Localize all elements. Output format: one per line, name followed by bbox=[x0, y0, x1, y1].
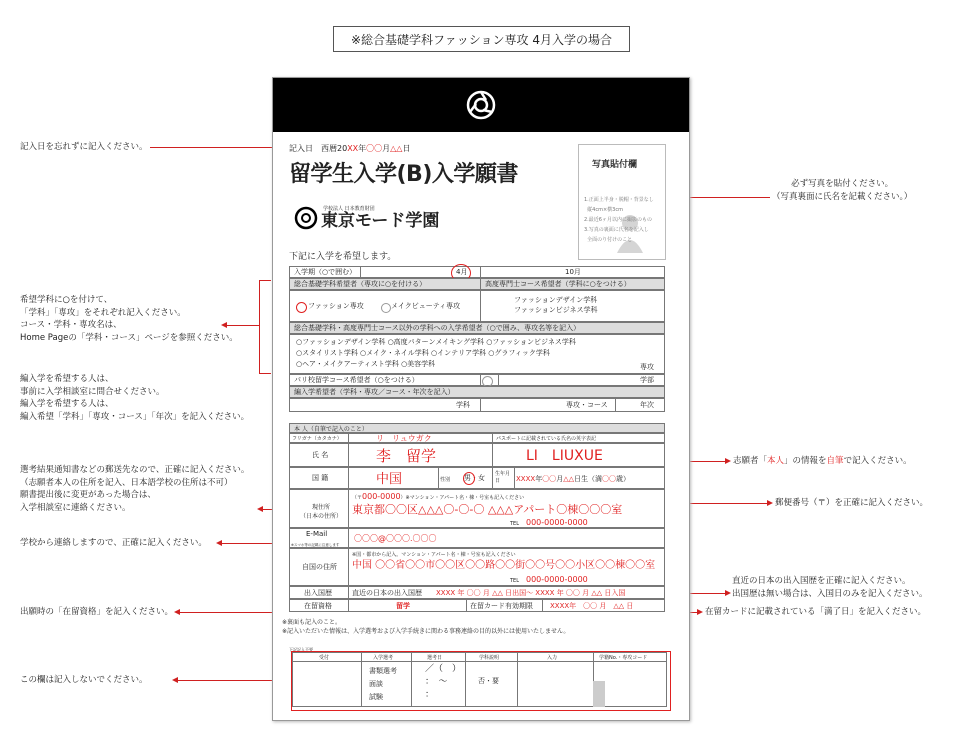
office-header-explain: 学科説明 bbox=[479, 655, 500, 661]
postal-line: （〒000-0000）※マンション・アパート名・棟・号室も記入ください bbox=[352, 492, 525, 501]
nationality-value[interactable]: 中国 bbox=[376, 472, 403, 487]
option-fashion[interactable]: ファッション専攻 bbox=[308, 302, 364, 310]
transfer-dept: 学科 bbox=[456, 401, 470, 409]
home-label: 自国の住所 bbox=[302, 563, 337, 571]
entry-period-label: 入学期（○で囲む） bbox=[294, 268, 357, 276]
name-en-value[interactable]: LI LIUXUE bbox=[526, 448, 603, 464]
form-header-bar bbox=[273, 78, 689, 132]
entry-date: 記入日 西暦20XX年〇〇月△△日 bbox=[289, 144, 411, 153]
entry-april[interactable]: 4月 bbox=[456, 268, 468, 276]
furigana-value[interactable]: リ リュウガク bbox=[376, 434, 432, 443]
other-options-row bbox=[289, 334, 665, 374]
option-makeup[interactable]: メイクビューティ専攻 bbox=[391, 302, 461, 310]
office-shaded-cell bbox=[593, 681, 605, 707]
other-header-row bbox=[289, 322, 665, 334]
logo-subtext: 学校法人 日本教育財団 bbox=[323, 206, 375, 212]
department-header-row bbox=[289, 278, 665, 290]
person-header-row bbox=[289, 423, 665, 433]
faculty-label: 学部 bbox=[640, 376, 654, 384]
immigration-row bbox=[289, 586, 665, 599]
birth-label: 生年月日 bbox=[495, 471, 511, 484]
note-transfer: 編入学を希望する人は、 事前に入学相談室に問合せください。 編入学を希望する人は、 編入希望「学科」「専攻・コース」「年次」を記入ください。 bbox=[20, 374, 250, 422]
note-office: この欄は記入しないでください。 bbox=[20, 675, 148, 685]
major-label: 専攻 bbox=[640, 363, 654, 371]
option-fashion-business[interactable]: ファッションビジネス学科 bbox=[514, 306, 598, 314]
transfer-header-row bbox=[289, 386, 665, 398]
passport-label: パスポートに記載されている氏名の英字表記 bbox=[496, 436, 597, 442]
office-date-field: ／（ ） ： 〜 ： bbox=[425, 664, 462, 700]
other-row-3[interactable]: ○ヘア・メイクアーティスト学科 ○美容学科 bbox=[296, 360, 436, 368]
koudo-header: 高度専門士コース希望者（学科に○をつける） bbox=[485, 280, 631, 288]
office-header-reception: 受付 bbox=[319, 655, 330, 661]
tel-label: TEL bbox=[510, 521, 519, 527]
name-row bbox=[289, 443, 665, 467]
office-header-student-no: 学籍No.・専攻コード bbox=[599, 655, 648, 661]
note-applicant: 志願者「本人」の情報を自筆で記入ください。 bbox=[733, 456, 912, 466]
arrow-department bbox=[227, 325, 259, 326]
gender-circle bbox=[463, 472, 475, 485]
photo-title: 写真貼付欄 bbox=[592, 160, 638, 170]
note-address: 選考結果通知書などの郵送先なので、正確に記入ください。 （志願者本人の住所を記入、日本語学校の住所は不可） 願書提出後に変更があった場合は、 入学相談室に連絡ください。 bbox=[20, 465, 250, 513]
address-row bbox=[289, 489, 665, 528]
option-fashion-design[interactable]: ファッションデザイン学科 bbox=[514, 296, 598, 304]
home-value[interactable]: 中国 〇〇省〇〇市〇〇区〇〇路〇〇街〇〇号〇〇小区〇〇棟〇〇室 bbox=[352, 560, 656, 571]
form-title: 留学生入学(B)入学願書 bbox=[289, 162, 518, 187]
card-label: 在留カード有効期限 bbox=[470, 602, 533, 610]
furigana-row bbox=[289, 433, 665, 443]
office-header-input: 入力 bbox=[547, 655, 558, 661]
home-note: ※国・都市から記入。マンション・アパート名・棟・号室も記入ください bbox=[352, 552, 516, 558]
footnote-1: ※裏面も記入のこと。 bbox=[282, 619, 342, 626]
transfer-course: 専攻・コース bbox=[566, 401, 608, 409]
paris-row bbox=[289, 374, 665, 386]
note-card: 在留カードに記載されている「満了日」を記入ください。 bbox=[705, 607, 927, 617]
paris-label: パリ校留学コース希望者（○をつける） bbox=[294, 376, 419, 384]
intro-text: 下記に入学を希望します。 bbox=[289, 252, 397, 262]
address-label: 現住所 （日本の住所） bbox=[300, 504, 343, 520]
transfer-label: 編入学希望者（学科・専攻／コース・年次を記入） bbox=[294, 388, 455, 396]
status-row bbox=[289, 599, 665, 612]
sougou-header: 総合基礎学科希望者（専攻に○を付ける） bbox=[294, 280, 427, 288]
postal-value[interactable]: 000-0000 bbox=[362, 492, 401, 501]
arrow-status bbox=[180, 612, 272, 613]
note-date: 記入日を忘れずに記入ください。 bbox=[20, 142, 148, 152]
office-header-date: 選考日 bbox=[427, 655, 443, 661]
school-logo: 東京モード学園 bbox=[321, 211, 440, 231]
immigration-label: 出入国歴 bbox=[304, 589, 332, 597]
department-options-row bbox=[289, 290, 665, 322]
arrow-date bbox=[150, 147, 272, 148]
gender-value[interactable]: 男・女 bbox=[464, 474, 485, 482]
note-photo: 必ず写真を貼付ください。 （写真裏面に氏名を記載ください。） bbox=[772, 179, 913, 202]
option-fashion-circle bbox=[296, 302, 307, 313]
office-caption: 下記記入不要 bbox=[289, 647, 313, 652]
other-header: 総合基礎学科・高度専門士コース以外の学科への入学希望者（○で囲み、専攻名等を記入） bbox=[294, 324, 581, 332]
name-label: 氏 名 bbox=[312, 451, 329, 459]
furigana-label: フリガナ（カタカナ） bbox=[292, 436, 342, 442]
transfer-row bbox=[289, 398, 665, 412]
other-row-1[interactable]: ○ファッションデザイン学科 ○高度パターンメイキング学科 ○ファッションビジネス学科 bbox=[296, 338, 576, 346]
application-form bbox=[272, 77, 690, 721]
person-header: 本 人（自筆で記入のこと） bbox=[294, 426, 368, 433]
card-value[interactable]: XXXX年 〇〇 月 △△ 日 bbox=[550, 602, 634, 610]
name-value[interactable]: 李 留学 bbox=[376, 447, 437, 465]
tel-value[interactable]: 000-0000-0000 bbox=[526, 518, 588, 527]
other-row-2[interactable]: ○スタイリスト学科 ○メイク・ネイル学科 ○インテリア学科 ○グラフィック学科 bbox=[296, 349, 550, 357]
photo-box[interactable] bbox=[578, 144, 666, 260]
immigration-prefix: 直近の日本の出入国歴 bbox=[352, 589, 422, 597]
office-explain-field: 否・要 bbox=[478, 677, 499, 685]
nationality-row bbox=[289, 467, 665, 489]
immigration-value[interactable]: XXXX 年 〇〇 月 △△ 日出国〜 XXXX 年 〇〇 月 △△ 日入国 bbox=[436, 589, 626, 597]
logo-swirl-icon bbox=[293, 205, 319, 231]
address-value[interactable]: 東京都〇〇区△△△〇-〇-〇 △△△アパート〇棟〇〇〇室 bbox=[352, 503, 623, 516]
email-value[interactable]: 〇〇〇@〇〇〇.〇〇〇 bbox=[354, 534, 437, 543]
office-select-list: 書類選考 面談 試験 bbox=[369, 667, 397, 701]
arrow-address bbox=[263, 509, 272, 510]
page-title: ※総合基礎学科ファッション専攻 4月入学の場合 bbox=[333, 26, 630, 52]
note-department: 希望学科に○を付けて、 「学科」「専攻」をそれぞれ記入ください。 コース・学科・専攻名は、 Home Pageの「学科・コース」ページを参照ください。 bbox=[20, 295, 238, 343]
entry-period-row bbox=[289, 266, 665, 278]
email-row bbox=[289, 528, 665, 548]
gender-label: 性別 bbox=[440, 477, 451, 483]
home-address-row bbox=[289, 548, 665, 586]
entry-october[interactable]: 10月 bbox=[565, 268, 581, 276]
home-tel-label: TEL bbox=[510, 578, 519, 584]
footnote-2: ※記入いただいた情報は、入学選考および入学手続きに関わる事務連絡の目的以外には使用いたしません。 bbox=[282, 628, 570, 635]
person-silhouette-icon bbox=[615, 213, 645, 253]
bracket-department bbox=[259, 280, 271, 374]
status-value[interactable]: 留学 bbox=[396, 602, 410, 610]
arrow-email bbox=[222, 543, 272, 544]
office-use-frame bbox=[291, 651, 671, 711]
note-entry: 直近の日本の出入国歴を正確に記入ください。 出国歴は無い場合は、入国日のみを記入ください。 bbox=[732, 576, 928, 599]
note-email: 学校から連絡しますので、正確に記入ください。 bbox=[20, 538, 207, 548]
office-use-table bbox=[292, 652, 667, 707]
note-status: 出願時の「在留資格」を記入ください。 bbox=[20, 607, 174, 617]
status-label: 在留資格 bbox=[304, 602, 332, 610]
transfer-year: 年次 bbox=[640, 401, 654, 409]
office-header-selection: 入学選考 bbox=[373, 655, 394, 661]
photo-notes: 1.正面上半身・脱帽・背景なし 縦4cm×横3cm 2.最近6ヶ月以内に撮影のもの 3.写真の裏面に氏名を記入し 全面のり付けのこと bbox=[584, 197, 654, 243]
nationality-label: 国 籍 bbox=[312, 474, 329, 482]
option-makeup-circle bbox=[381, 303, 391, 313]
home-tel-value[interactable]: 000-0000-0000 bbox=[526, 575, 588, 584]
birth-value[interactable]: XXXX年〇〇月△△日生（満〇〇歳） bbox=[516, 475, 630, 483]
email-label: E-Mail bbox=[306, 530, 328, 538]
email-note: ※スマホ等の記載に注意します bbox=[291, 543, 340, 547]
school-emblem-icon bbox=[464, 88, 498, 122]
note-postal: 郵便番号（〒）を正確に記入ください。 bbox=[775, 498, 929, 508]
